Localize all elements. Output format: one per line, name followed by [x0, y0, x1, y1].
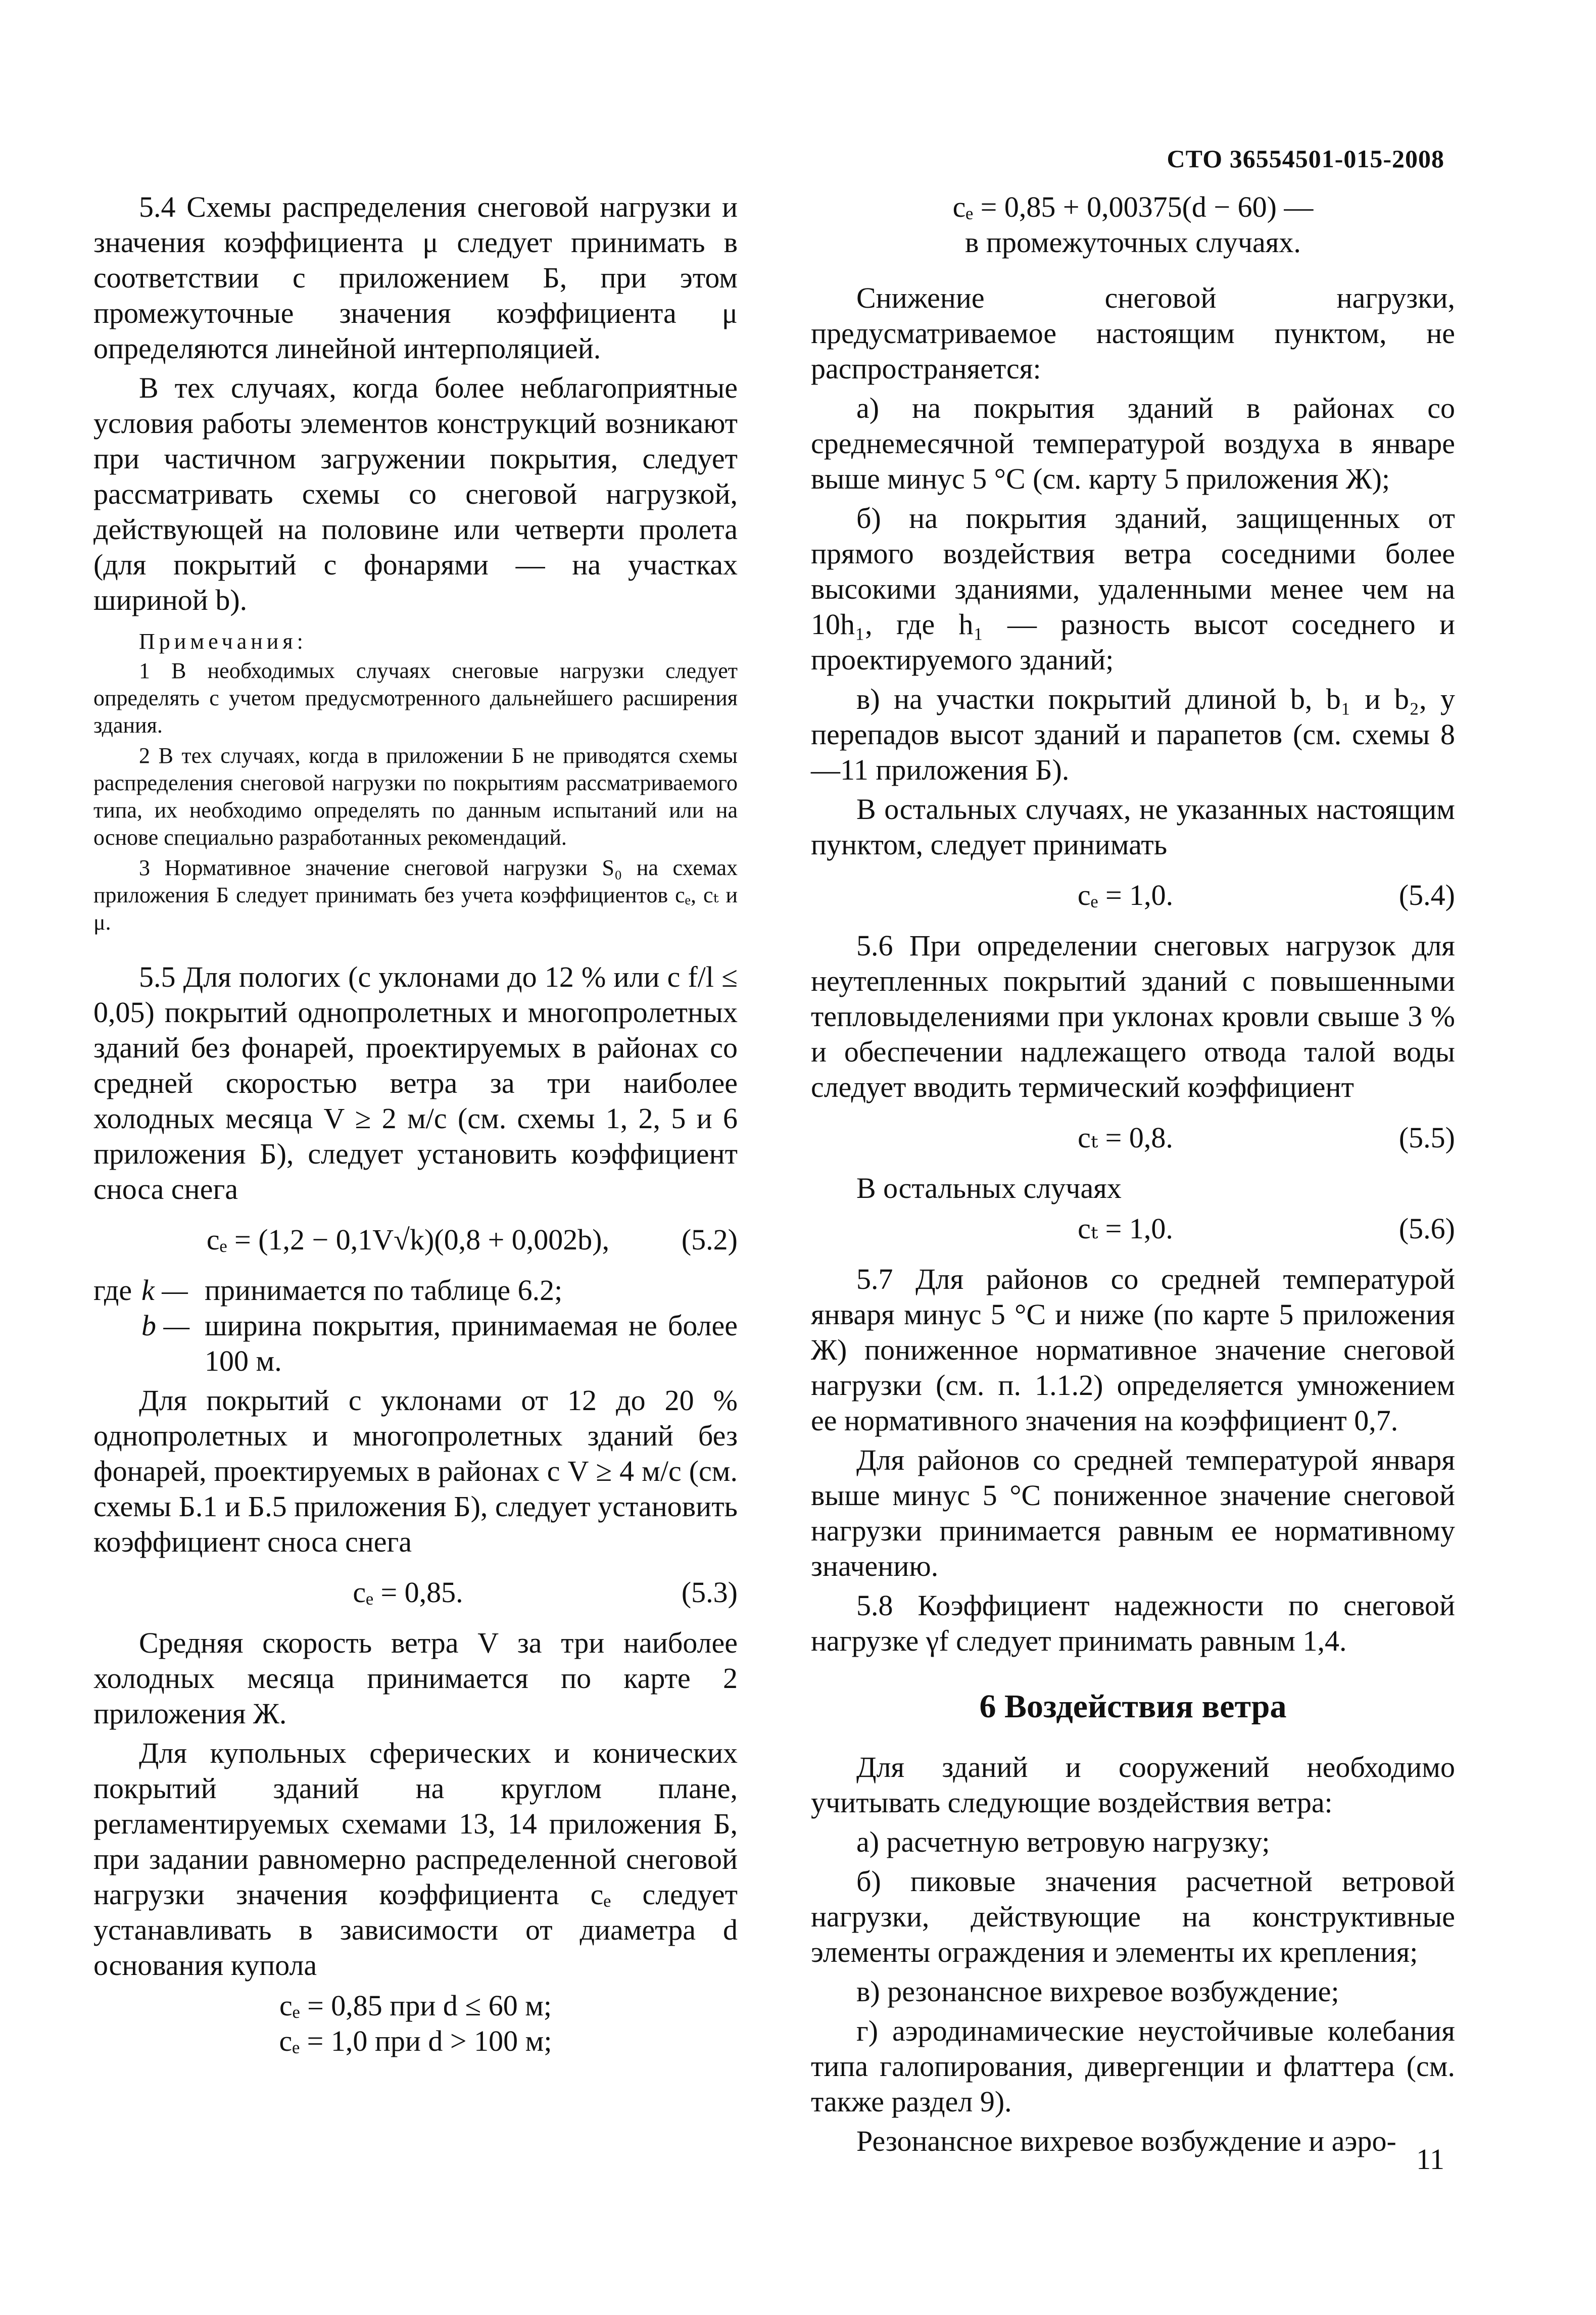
formula-5-3-number: (5.3): [681, 1576, 738, 1609]
paragraph-5-4: 5.4 Схемы распределения снеговой нагрузки и значения коэффициента μ следует принимать в соответствии с приложением Б, при этом промежуточные значения коэффициента μ определяются линейной интерполяцией.: [93, 190, 738, 365]
item-a: а) на покрытия зданий в районах со среднемесячной температурой воздуха в январе выше минус 5 °С (см. карту 5 приложения Ж);: [811, 392, 1455, 495]
where-b-text: ширина покрытия, принимаемая не более 100 м.: [205, 1309, 738, 1377]
section-6-continuation: Резонансное вихревое возбуждение и аэро-: [856, 2125, 1396, 2157]
formula-5-6-expression: cₜ = 1,0.: [1078, 1212, 1173, 1245]
document-code: СТО 36554501-015-2008: [1167, 144, 1444, 173]
where-k-row: [93, 1273, 738, 1308]
section-6-intro: Для зданий и сооружений необходимо учитывать следующие воздействия ветра:: [811, 1751, 1455, 1819]
formula-5-2-expression: cₑ = (1,2 − 0,1V√k)(0,8 + 0,002b),: [206, 1223, 610, 1256]
section-6-item-b: б) пиковые значения расчетной ветровой нагрузки, действующие на конструктивные элементы ограждения и элементы их крепления;: [811, 1865, 1455, 1968]
paragraph-5-5: 5.5 Для пологих (с уклонами до 12 % или с f/l ≤ 0,05) покрытий однопролетных и многопролетных зданий без фонарей, проектируемых в районах со средней скоростью ветра за три наиболее холодных месяца V ≥ 2 м/с (см. схемы 1, 2, 5 и 6 приложения Б), следует установить коэффициент сноса снега: [93, 960, 738, 1205]
paragraph-5-7: 5.7 Для районов со средней температурой января минус 5 °С и ниже (по карте 5 приложения Ж) пониженное нормативное значение снеговой нагрузки (см. п. 1.1.2) определяется умножением ее нормативного значения на коэффициент 0,7.: [811, 1263, 1455, 1437]
note-1: 1 В необходимых случаях снеговые нагрузки следует определять с учетом предусмотренного дальнейшего расширения здания.: [93, 658, 738, 738]
formula-5-5: [811, 1120, 1455, 1155]
left-column: [93, 189, 738, 2064]
dome-coefficients: [93, 1988, 738, 2059]
item-b: б) на покрытия зданий, защищенных от прямого воздействия ветра соседними более высокими зданиями, удаленными менее чем на 10h₁, где h₁ — разность высот соседнего и проектируемого зданий;: [811, 502, 1455, 676]
right-column: [811, 189, 1455, 2163]
formula-5-5-number: (5.5): [1398, 1121, 1455, 1154]
paragraph-slopes-12-20: Для покрытий с уклонами от 12 до 20 % однопролетных и многопролетных зданий без фонарей, проектируемых в районах с V ≥ 4 м/с (см. схемы Б.1 и Б.5 приложения Б), следует установить коэффициент сноса снега: [93, 1384, 738, 1558]
paragraph-5-7-warm: Для районов со средней температурой января выше минус 5 °С пониженное значение снеговой нагрузки принимается равным ее нормативному значению.: [811, 1443, 1455, 1582]
paragraph-partial-loading: В тех случаях, когда более неблагоприятные условия работы элементов конструкций возникают при частичном загружении покрытия, следует рассматривать схемы со снеговой нагрузкой, действующей на половине или четверти пролета (для покрытий с фонарями — на участках шириной b).: [93, 371, 738, 616]
paragraph-5-8: 5.8 Коэффициент надежности по снеговой нагрузке γf следует принимать равным 1,4.: [811, 1589, 1455, 1657]
paragraph-other-cases: В остальных случаях, не указанных настоящим пунктом, следует принимать: [811, 793, 1455, 861]
formula-5-3: [93, 1575, 738, 1610]
formula-5-6-number: (5.6): [1398, 1212, 1455, 1245]
paragraph-5-6: 5.6 При определении снеговых нагрузок для неутепленных покрытий зданий с повышенными тепловыделениями при уклонах кровли свыше 3 % и обеспечении надлежащего отвода талой воды следует вводить термический коэффициент: [811, 929, 1455, 1103]
formula-5-3-expression: cₑ = 0,85.: [353, 1576, 463, 1609]
section-6-item-d: г) аэродинамические неустойчивые колебания типа галопирования, дивергенции и флаттера (см. также раздел 9).: [811, 2014, 1455, 2118]
dome-ce-intermediate: [811, 189, 1455, 260]
formula-5-4: [811, 878, 1455, 913]
page-number: 11: [1416, 2143, 1444, 2176]
where-label: где: [93, 1274, 132, 1307]
note-3: 3 Нормативное значение снеговой нагрузки S₀ на схемах приложения Б следует принимать без учета коэффициентов cₑ, cₜ и μ.: [93, 855, 738, 935]
dome-ce-large: cₑ = 1,0 при d > 100 м;: [279, 2024, 552, 2057]
dome-ce-intermediate-formula: cₑ = 0,85 + 0,00375(d − 60) —: [952, 190, 1314, 223]
section-6-title: 6 Воздействия ветра: [979, 1688, 1287, 1725]
notes-title: Примечания:: [139, 629, 307, 654]
dome-ce-small: cₑ = 0,85 при d ≤ 60 м;: [279, 1989, 552, 2022]
where-k-symbol: k —: [141, 1274, 188, 1307]
formula-5-2: [93, 1222, 738, 1258]
formula-5-6: [811, 1211, 1455, 1246]
section-6-item-a: а) расчетную ветровую нагрузку;: [856, 1825, 1270, 1858]
paragraph-reduction: Снижение снеговой нагрузки, предусматриваемое настоящим пунктом, не распространяется:: [811, 281, 1455, 385]
formula-5-4-number: (5.4): [1398, 879, 1455, 911]
where-b-row: [93, 1308, 738, 1379]
paragraph-domes: Для купольных сферических и конических покрытий зданий на круглом плане, регламентируемых схемами 13, 14 приложения Б, при задании равномерно распределенной снеговой нагрузки значения коэффициента cₑ следует устанавливать в зависимости от диаметра d основания купола: [93, 1737, 738, 1982]
dome-ce-intermediate-text: в промежуточных случаях.: [965, 226, 1301, 259]
note-2: 2 В тех случаях, когда в приложении Б не приводятся схемы распределения снеговой нагрузки по покрытиям рассматриваемого типа, их необходимо определять по данным испытаний или на основе специально разработанных рекомендаций.: [93, 743, 738, 850]
item-c: в) на участки покрытий длиной b, b₁ и b₂, у перепадов высот зданий и парапетов (см. схемы 8—11 приложения Б).: [811, 683, 1455, 786]
paragraph-wind-speed: Средняя скорость ветра V за три наиболее холодных месяца принимается по карте 2 приложения Ж.: [93, 1626, 738, 1730]
formula-5-5-expression: cₜ = 0,8.: [1078, 1121, 1173, 1154]
formula-5-2-number: (5.2): [681, 1223, 738, 1256]
where-b-symbol: b —: [141, 1309, 190, 1342]
formula-5-4-expression: cₑ = 1,0.: [1077, 879, 1174, 911]
paragraph-other-cases-ct: В остальных случаях: [856, 1172, 1122, 1204]
section-6-item-c: в) резонансное вихревое возбуждение;: [856, 1975, 1339, 2008]
where-k-text: принимается по таблице 6.2;: [205, 1274, 563, 1307]
